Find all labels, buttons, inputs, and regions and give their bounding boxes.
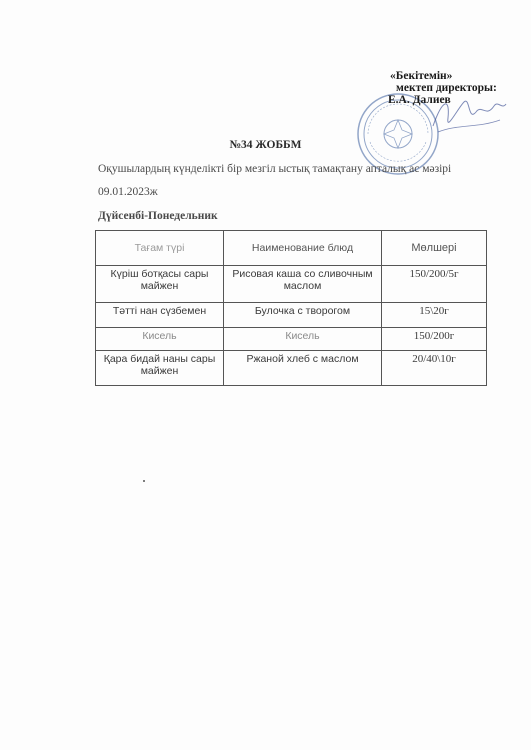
school-name: №34 ЖОББМ bbox=[229, 139, 302, 151]
table-cell: Қара бидай наны сары майжен bbox=[96, 351, 224, 386]
menu-day: Дүйсенбі-Понедельник bbox=[98, 210, 218, 222]
approval-line-2: мектеп директоры: bbox=[396, 82, 497, 94]
table-cell: 15\20г bbox=[382, 303, 487, 328]
table-cell: Ржаной хлеб с маслом bbox=[224, 351, 382, 386]
approval-line-1: «Бекітемін» bbox=[390, 70, 453, 82]
menu-title: Оқушылардың күнделікті бір мезгіл ыстық тамақтану апталық ас мәзірі bbox=[98, 163, 452, 175]
table-row bbox=[96, 328, 487, 351]
menu-table bbox=[95, 230, 487, 386]
table-cell: Күріш ботқасы сары майжен bbox=[96, 266, 224, 303]
table-row bbox=[96, 303, 487, 328]
table-header: Мөлшері bbox=[382, 231, 487, 266]
menu-date: 09.01.2023ж bbox=[98, 186, 158, 198]
table-header-row bbox=[96, 231, 487, 266]
table-cell: 20/40\10г bbox=[382, 351, 487, 386]
table-cell: Кисель bbox=[224, 328, 382, 351]
stray-mark bbox=[143, 480, 145, 482]
table-row bbox=[96, 266, 487, 303]
table-cell: 150/200г bbox=[382, 328, 487, 351]
table-header: Тағам түрі bbox=[96, 231, 224, 266]
table-cell: Кисель bbox=[96, 328, 224, 351]
table-row bbox=[96, 351, 487, 386]
table-header: Наименование блюд bbox=[224, 231, 382, 266]
table-cell: Рисовая каша со сливочным маслом bbox=[224, 266, 382, 303]
table-cell: 150/200/5г bbox=[382, 266, 487, 303]
approval-block bbox=[386, 70, 526, 106]
approval-line-3: Е.А. Далиев bbox=[388, 94, 451, 106]
table-cell: Булочка с творогом bbox=[224, 303, 382, 328]
table-cell: Тәтті нан сүзбемен bbox=[96, 303, 224, 328]
